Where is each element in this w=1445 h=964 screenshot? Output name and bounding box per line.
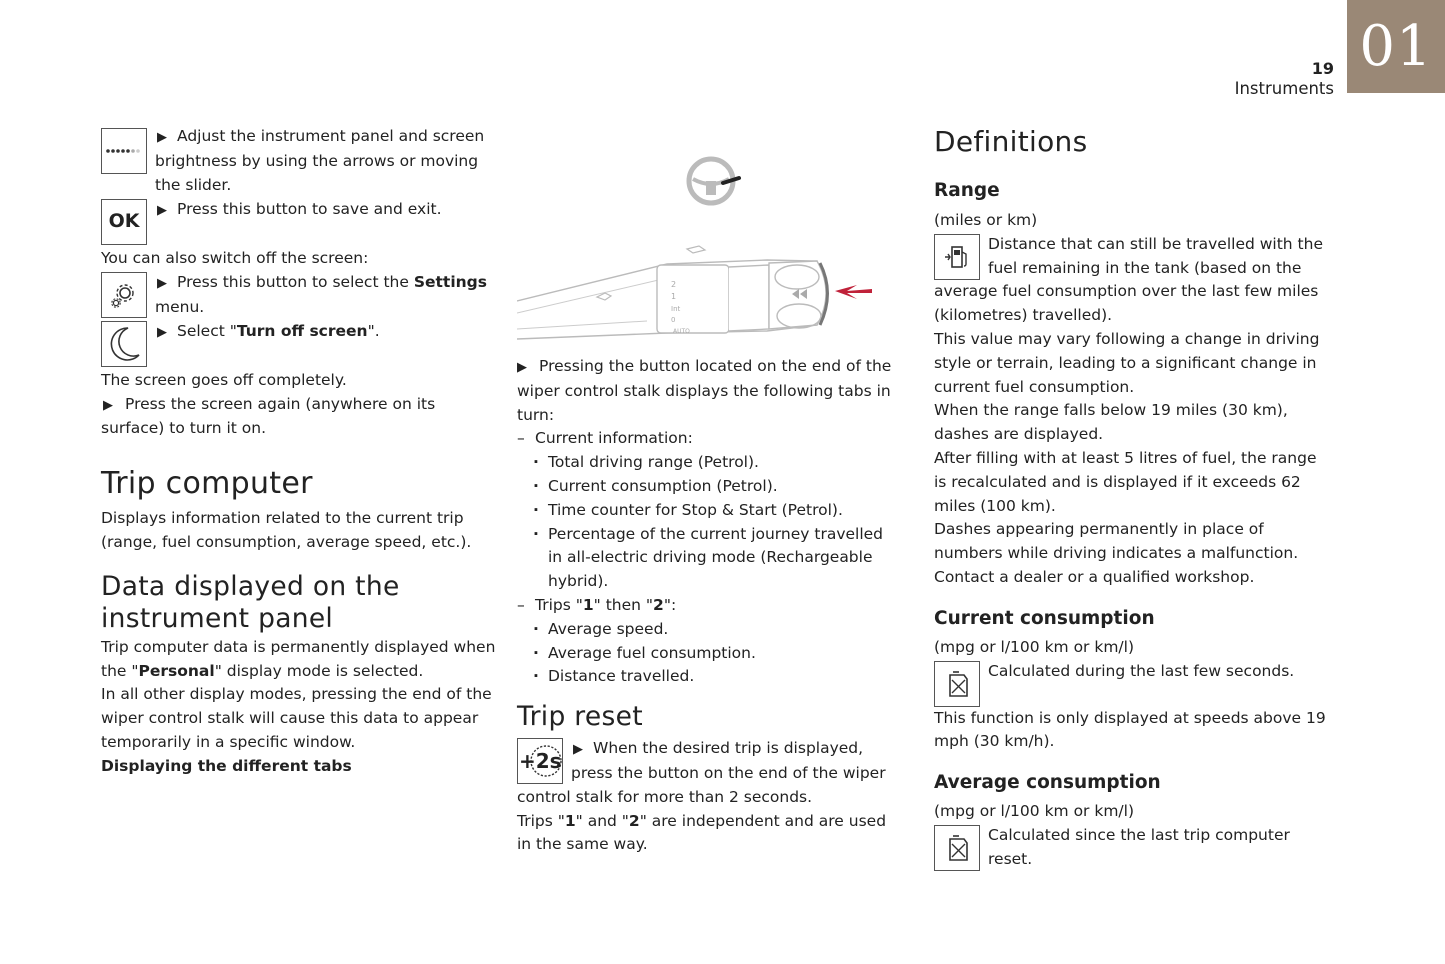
tabs-list (517, 427, 902, 689)
list-item: · Current consumption (Petrol). (517, 475, 902, 499)
trip-reset-heading: Trip reset (517, 701, 643, 733)
svg-text:1: 1 (671, 292, 677, 301)
arrow-bullet-icon: ▶ (157, 203, 167, 219)
plus-2s-icon (517, 738, 563, 784)
data-displayed-p1: Trip computer data is permanently displayed when the "Personal" display mode is selected. (101, 637, 496, 680)
gear-icon (101, 272, 147, 318)
fuel-pump-icon (934, 234, 980, 280)
list-item: – Trips "1" then "2": · Average speed. · Average fuel consumption. · Distance travelled. (517, 594, 902, 689)
displaying-tabs-subheading: Displaying the different tabs (101, 756, 352, 775)
brightness-text: Adjust the instrument panel and screen brightness by using the arrows or moving the slider. (155, 127, 485, 194)
data-displayed-p2: In all other display modes, pressing the end of the wiper control stalk will cause this data to appear temporarily in a specific window. (101, 685, 492, 751)
section-title: Instruments (1234, 79, 1334, 98)
settings-label: Settings (413, 273, 487, 292)
average-consumption-units: (mpg or l/100 km or km/l) (934, 802, 1135, 821)
current-consumption-units: (mpg or l/100 km or km/l) (934, 637, 1135, 656)
range-heading: Range (934, 180, 1000, 201)
wiper-stalk (517, 246, 828, 339)
list-item: · Distance travelled. (517, 665, 902, 689)
range-p3: When the range falls below 19 miles (30 km), dashes are displayed. (934, 401, 1288, 444)
svg-text:+2s: +2s (519, 749, 562, 774)
svg-text:Int: Int (671, 305, 681, 313)
list-item: · Total driving range (Petrol). (517, 451, 902, 475)
range-p2: This value may vary following a change in driving style or terrain, leading to a significant change in current fuel consumption. (934, 329, 1320, 396)
arrow-bullet-icon: ▶ (157, 130, 167, 145)
svg-text:AUTO: AUTO (673, 328, 690, 335)
data-displayed-heading: Data displayed on the instrument panel (101, 570, 400, 634)
range-p4: After filling with at least 5 litres of fuel, the range is recalculated and is displayed if it exceeds 62 miles (100 km). (934, 448, 1317, 515)
trip-reset-p2: Trips "1" and "2" are independent and are used in the same way. (517, 811, 887, 854)
svg-text:0: 0 (671, 316, 676, 324)
press-again-text: ▶ Press the screen again (anywhere on its surface) to turn it on. (101, 394, 436, 438)
list-item: · Average speed. (517, 618, 902, 642)
average-consumption-definition: Calculated since the last trip computer reset. (934, 824, 1326, 872)
settings-instruction: ▶ Press this button to select the Settings menu. (101, 271, 496, 320)
steering-wheel-icon (689, 159, 739, 203)
column-right (934, 125, 1326, 872)
average-consumption-heading: Average consumption (934, 772, 1161, 794)
range-definition: Distance that can still be travelled with the fuel remaining in the tank (based on the average fuel consumption over the last few miles (kilometres) travelled). (934, 234, 1323, 325)
column-left (101, 125, 496, 779)
tabs-intro: ▶ Pressing the button located on the end of the wiper control stalk displays the following tabs in turn: (517, 357, 892, 424)
switch-off-intro: You can also switch off the screen: (101, 249, 369, 268)
brightness-instruction (101, 125, 496, 197)
ok-instruction (101, 198, 496, 233)
current-consumption-p2: This function is only displayed at speeds above 19 mph (30 km/h). (934, 708, 1326, 751)
arrow-bullet-icon: ▶ (103, 397, 113, 413)
turn-off-screen-label: Turn off screen (236, 321, 368, 340)
list-item: · Percentage of the current journey travelled in all-electric driving mode (Rechargeable hybrid). (517, 523, 902, 594)
turn-off-instruction: ▶ Select "Turn off screen". (101, 320, 496, 345)
trip-computer-heading: Trip computer (101, 466, 313, 502)
wiper-stalk-illustration (517, 153, 882, 341)
personal-label: Personal (138, 661, 215, 680)
fuel-can-icon (934, 825, 980, 871)
fuel-can-icon (934, 661, 980, 707)
column-middle (517, 125, 902, 857)
range-units: (miles or km) (934, 211, 1038, 229)
screen-off-text: The screen goes off completely. (101, 370, 347, 389)
page-number: 19 (1311, 59, 1334, 78)
current-consumption-heading: Current consumption (934, 607, 1155, 629)
brightness-slider-icon (101, 128, 147, 174)
list-item: · Average fuel consumption. (517, 642, 902, 666)
trip-computer-text: Displays information related to the current trip (range, fuel consumption, average speed, etc.). (101, 509, 472, 551)
arrow-bullet-icon: ▶ (157, 276, 167, 292)
red-arrow-icon (835, 285, 872, 299)
ok-text: Press this button to save and exit. (177, 200, 442, 219)
arrow-bullet-icon: ▶ (573, 742, 583, 758)
chapter-tab: 01 (1347, 0, 1445, 93)
arrow-bullet-icon: ▶ (157, 324, 167, 340)
range-p5: Dashes appearing permanently in place of numbers while driving indicates a malfunction. Contact a dealer or a qualified workshop. (934, 520, 1299, 586)
arrow-bullet-icon: ▶ (517, 360, 527, 375)
moon-icon (101, 321, 147, 367)
list-item: · Time counter for Stop & Start (Petrol). (517, 499, 902, 523)
definitions-heading: Definitions (934, 125, 1088, 158)
trip-reset-instruction: +2s ▶ When the desired trip is displayed, press the button on the end of the wiper control stalk for more than 2 seconds. (517, 739, 886, 806)
ok-button-icon: OK (101, 199, 147, 245)
svg-text:2: 2 (671, 280, 677, 289)
current-consumption-definition: Calculated during the last few seconds. (934, 660, 1326, 684)
list-item: – Current information: · Total driving range (Petrol). · Current consumption (Petrol). · Time counter for Stop & Start (Petrol). · Percentage of the current journey travelled in all-electric driving mode (Rechargeable hybrid). (517, 427, 902, 594)
